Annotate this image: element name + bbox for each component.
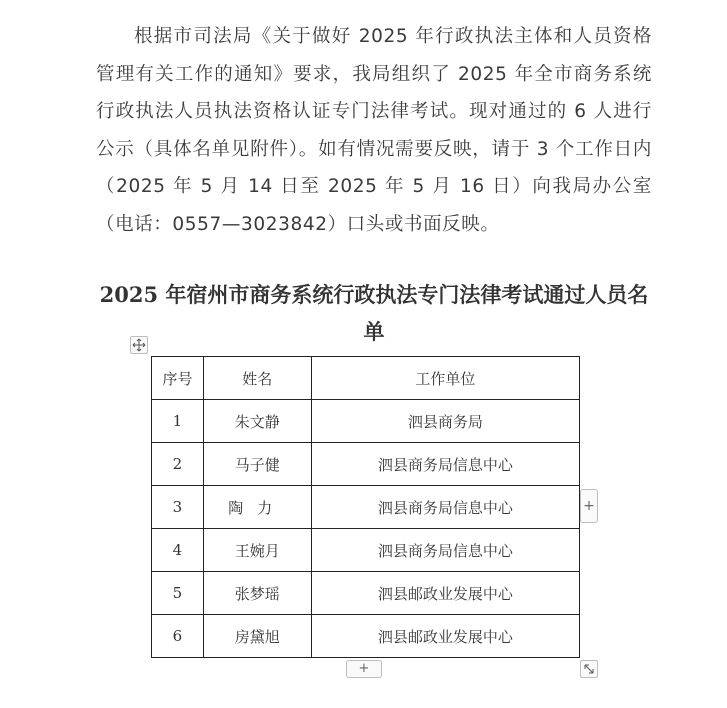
roster-table [151,356,580,658]
row-number: 2 [152,443,204,486]
header-number: 序号 [152,357,204,400]
row-number: 1 [152,400,204,443]
row-number: 4 [152,529,204,572]
row-unit: 泗县商务局 [311,400,579,443]
row-name: 王婉月 [203,529,311,572]
table-header-row [152,357,580,400]
row-name-text: 陶力 [228,498,287,517]
move-arrows-icon [132,338,146,352]
table-move-handle[interactable] [130,336,148,354]
row-unit: 泗县商务局信息中心 [311,443,579,486]
header-unit: 工作单位 [311,357,579,400]
table-row [152,486,580,529]
row-unit: 泗县邮政业发展中心 [311,572,579,615]
table-row [152,615,580,658]
table-row [152,443,580,486]
row-number: 5 [152,572,204,615]
add-column-button[interactable]: + [580,489,598,523]
table-row [152,572,580,615]
notice-paragraph: 根据市司法局《关于做好 2025 年行政执法主体和人员资格管理有关工作的通知》要求，我局组织了 2025 年全市商务系统行政执法人员执法资格认证专门法律考试。现对通过的 6 人进行公示（具体名单见附件）。如有情况需要反映，请于 3 个工作日内（2025 年 5 月 14 日至 2025 年 5 月 16 日）向我局办公室（电话：0557—3023842）口头或书面反映。 [96,26,652,235]
roster-title: 2025 年宿州市商务系统行政执法专门法律考试通过人员名单 [99,282,649,344]
row-name: 马子健 [203,443,311,486]
row-number: 6 [152,615,204,658]
table-resize-handle[interactable] [580,660,598,678]
row-name: 房黛旭 [203,615,311,658]
header-name: 姓名 [203,357,311,400]
row-unit: 泗县商务局信息中心 [311,486,579,529]
resize-diagonal-icon [582,662,596,676]
row-name: 朱文静 [203,400,311,443]
row-name [203,486,311,529]
table-row [152,400,580,443]
row-unit: 泗县邮政业发展中心 [311,615,579,658]
table-row [152,529,580,572]
add-row-button[interactable]: + [346,660,382,678]
row-name: 张梦瑶 [203,572,311,615]
row-number: 3 [152,486,204,529]
row-unit: 泗县商务局信息中心 [311,529,579,572]
